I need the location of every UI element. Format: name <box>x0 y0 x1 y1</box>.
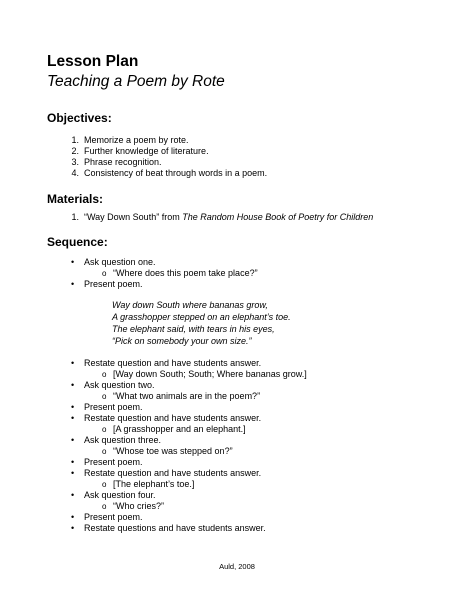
material-source-text: “Way Down South” from <box>84 212 183 222</box>
sequence-step: Ask question two. <box>84 380 155 390</box>
sequence-step: Restate questions and have students answer. <box>84 523 266 533</box>
list-number: 1. <box>71 212 79 222</box>
poem-line: “Pick on somebody your own size.” <box>112 336 252 346</box>
sequence-step: Present poem. <box>84 512 143 522</box>
footer-credit: Auld, 2008 <box>219 562 255 571</box>
list-number: 3. <box>71 157 79 167</box>
sequence-substep: “Where does this poem take place?” <box>113 268 258 278</box>
document-title: Lesson Plan <box>47 53 139 70</box>
bullet: • <box>71 490 75 500</box>
bullet: • <box>71 523 75 533</box>
materials-heading: Materials: <box>47 192 104 206</box>
sequence-step: Present poem. <box>84 279 143 289</box>
sub-bullet: o <box>102 269 107 278</box>
sequence-step: Present poem. <box>84 457 143 467</box>
bullet: • <box>71 512 75 522</box>
objectives-heading: Objectives: <box>47 111 112 125</box>
list-number: 1. <box>71 135 79 145</box>
sequence-substep: [A grasshopper and an elephant.] <box>113 424 246 434</box>
list-number: 2. <box>71 146 79 156</box>
poem-line: A grasshopper stepped on an elephant’s toe. <box>112 312 291 322</box>
sequence-substep: [The elephant’s toe.] <box>113 479 195 489</box>
sub-bullet: o <box>102 425 107 434</box>
sub-bullet: o <box>102 502 107 511</box>
sequence-step: Ask question three. <box>84 435 162 445</box>
poem-line: Way down South where bananas grow, <box>112 300 268 310</box>
document-subtitle: Teaching a Poem by Rote <box>47 73 225 90</box>
sequence-step: Ask question one. <box>84 257 156 267</box>
list-item: Memorize a poem by rote. <box>84 135 189 145</box>
sequence-step: Restate question and have students answer. <box>84 468 262 478</box>
list-item: Further knowledge of literature. <box>84 146 209 156</box>
sub-bullet: o <box>102 480 107 489</box>
bullet: • <box>71 402 75 412</box>
bullet: • <box>71 435 75 445</box>
sub-bullet: o <box>102 370 107 379</box>
sequence-step: Ask question four. <box>84 490 156 500</box>
list-item: Phrase recognition. <box>84 157 162 167</box>
bullet: • <box>71 279 75 289</box>
list-number: 4. <box>71 168 79 178</box>
sub-bullet: o <box>102 392 107 401</box>
bullet: • <box>71 457 75 467</box>
bullet: • <box>71 257 75 267</box>
sequence-substep: “Whose toe was stepped on?” <box>113 446 233 456</box>
sequence-step: Present poem. <box>84 402 143 412</box>
sequence-substep: “Who cries?” <box>113 501 165 511</box>
bullet: • <box>71 413 75 423</box>
list-item: Consistency of beat through words in a poem. <box>84 168 268 178</box>
sequence-substep: “What two animals are in the poem?” <box>113 391 261 401</box>
sequence-step: Restate question and have students answer. <box>84 358 262 368</box>
sub-bullet: o <box>102 447 107 456</box>
bullet: • <box>71 358 75 368</box>
book-title: The Random House Book of Poetry for Children <box>182 212 374 222</box>
bullet: • <box>71 380 75 390</box>
sequence-heading: Sequence: <box>47 235 108 249</box>
bullet: • <box>71 468 75 478</box>
poem-line: The elephant said, with tears in his eyes, <box>112 324 275 334</box>
sequence-substep: [Way down South; South; Where bananas grow.] <box>113 369 307 379</box>
sequence-step: Restate question and have students answer. <box>84 413 262 423</box>
list-item <box>84 212 373 223</box>
